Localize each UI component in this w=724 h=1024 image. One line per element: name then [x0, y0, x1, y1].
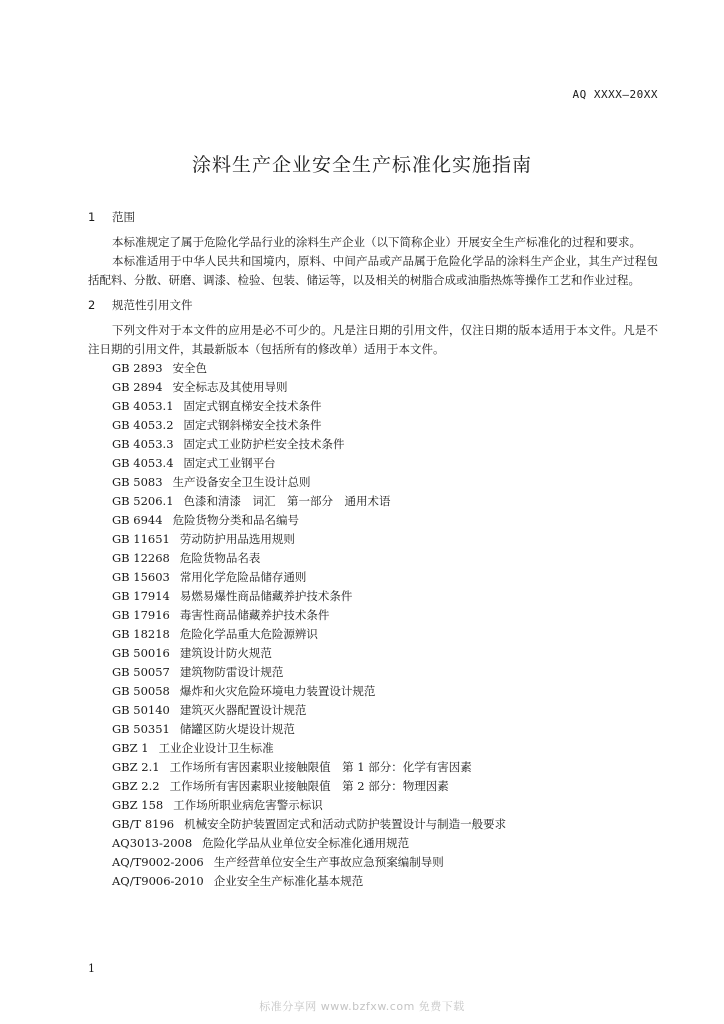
reference-title: 固定式工业防护栏安全技术条件 [183, 437, 345, 451]
reference-title: 劳动防护用品选用规则 [179, 532, 295, 546]
section-title: 规范性引用文件 [112, 298, 193, 312]
reference-item [112, 416, 658, 435]
reference-item [112, 720, 658, 739]
reference-code: GB 5206.1 [112, 494, 174, 508]
reference-title: 固定式钢直梯安全技术条件 [183, 399, 322, 413]
reference-title: 工作场所有害因素职业接触限值 第 1 部分：化学有害因素 [169, 760, 472, 774]
reference-title: 机械安全防护装置固定式和活动式防护装置设计与制造一般要求 [184, 817, 507, 831]
reference-code: GBZ 2.2 [112, 779, 160, 793]
reference-code: GB 6944 [112, 513, 163, 527]
section-number: 2 [88, 298, 96, 312]
reference-title: 工作场所有害因素职业接触限值 第 2 部分：物理因素 [169, 779, 449, 793]
section-title: 范围 [112, 210, 135, 224]
reference-code: AQ3013-2008 [112, 836, 193, 850]
document-title: 涂料生产企业安全生产标准化实施指南 [191, 154, 532, 176]
reference-title: 危险货物品名表 [179, 551, 261, 565]
reference-title: 易燃易爆性商品储藏养护技术条件 [179, 589, 353, 603]
reference-item [112, 397, 658, 416]
reference-code: GB 11651 [112, 532, 170, 546]
reference-item [112, 549, 658, 568]
reference-item [112, 777, 658, 796]
reference-item [112, 834, 658, 853]
reference-item [112, 454, 658, 473]
reference-title: 固定式钢斜梯安全技术条件 [183, 418, 322, 432]
reference-title: 工作场所职业病危害警示标识 [173, 798, 323, 812]
reference-title: 企业安全生产标准化基本规范 [213, 874, 364, 888]
reference-title: 建筑设计防火规范 [179, 646, 272, 660]
section-normative-references [88, 296, 658, 891]
reference-code: GBZ 2.1 [112, 760, 160, 774]
section-scope [88, 208, 658, 290]
paragraph: 本标准规定了属于危险化学品行业的涂料生产企业（以下简称企业）开展安全生产标准化的过程和要求。 [112, 235, 641, 249]
reference-code: GB 18218 [112, 627, 170, 641]
reference-code: GB 4053.4 [112, 456, 174, 470]
reference-item [112, 378, 658, 397]
reference-code: AQ/T9006-2010 [112, 874, 204, 888]
reference-code: GB 50351 [112, 722, 170, 736]
reference-title: 常用化学危险品储存通则 [179, 570, 307, 584]
reference-code: GB 4053.3 [112, 437, 174, 451]
reference-item [112, 682, 658, 701]
reference-title: 建筑物防雷设计规范 [179, 665, 284, 679]
reference-item [112, 644, 658, 663]
reference-title: 危险化学品重大危险源辨识 [179, 627, 318, 641]
reference-item [112, 758, 658, 777]
reference-item [112, 568, 658, 587]
reference-item [112, 625, 658, 644]
reference-item [112, 473, 658, 492]
reference-item [112, 511, 658, 530]
reference-title: 生产经营单位安全生产事故应急预案编制导则 [213, 855, 444, 869]
section-heading [88, 296, 658, 315]
page-number: 1 [88, 962, 95, 975]
reference-item [112, 359, 658, 378]
reference-item [112, 606, 658, 625]
reference-code: GB 50016 [112, 646, 170, 660]
reference-code: GB 12268 [112, 551, 170, 565]
reference-code: GB 15603 [112, 570, 170, 584]
reference-item [112, 701, 658, 720]
reference-title: 毒害性商品储藏养护技术条件 [179, 608, 330, 622]
section-number: 1 [88, 210, 96, 224]
reference-item [112, 815, 658, 834]
reference-title: 色漆和清漆 词汇 第一部分 通用术语 [183, 494, 391, 508]
reference-title: 安全标志及其使用导则 [172, 380, 288, 394]
reference-item [112, 587, 658, 606]
reference-title: 生产设备安全卫生设计总则 [172, 475, 311, 489]
reference-code: GB 4053.2 [112, 418, 174, 432]
reference-title: 储罐区防火堤设计规范 [179, 722, 295, 736]
reference-title: 爆炸和火灾危险环境电力装置设计规范 [179, 684, 376, 698]
reference-item [112, 796, 658, 815]
reference-code: GB 17916 [112, 608, 170, 622]
paragraph: 本标准适用于中华人民共和国境内，原料、中间产品或产品属于危险化学品的涂料生产企业，其生产过程包括配料、分散、研磨、调漆、检验、包装、储运等，以及相关的树脂合成或油脂热炼等操作工艺和作业过程。 [88, 254, 658, 287]
reference-code: GB 5083 [112, 475, 163, 489]
reference-item [112, 530, 658, 549]
reference-title: 工业企业设计卫生标准 [158, 741, 274, 755]
watermark: 标准分享网 www.bzfxw.com 免费下载 [259, 1000, 465, 1013]
section-heading [88, 208, 658, 227]
reference-item [112, 435, 658, 454]
reference-code: GBZ 1 [112, 741, 149, 755]
reference-code: GB/T 8196 [112, 817, 175, 831]
reference-title: 危险货物分类和品名编号 [172, 513, 300, 527]
reference-code: AQ/T9002-2006 [112, 855, 204, 869]
reference-code: GB 50058 [112, 684, 170, 698]
reference-code: GB 50057 [112, 665, 170, 679]
document-code: AQ XXXX—20XX [572, 88, 658, 101]
reference-list [88, 359, 658, 891]
reference-title: 固定式工业钢平台 [183, 456, 276, 470]
reference-code: GB 2894 [112, 380, 163, 394]
reference-item [112, 663, 658, 682]
reference-item [112, 853, 658, 872]
reference-code: GB 2893 [112, 361, 163, 375]
reference-code: GB 17914 [112, 589, 170, 603]
document-body [88, 208, 658, 891]
reference-code: GB 4053.1 [112, 399, 174, 413]
reference-code: GBZ 158 [112, 798, 164, 812]
paragraph: 下列文件对于本文件的应用是必不可少的。凡是注日期的引用文件，仅注日期的版本适用于本文件。凡是不注日期的引用文件，其最新版本（包括所有的修改单）适用于本文件。 [88, 323, 658, 356]
reference-item [112, 872, 658, 891]
reference-title: 建筑灭火器配置设计规范 [179, 703, 307, 717]
reference-item [112, 739, 658, 758]
reference-code: GB 50140 [112, 703, 170, 717]
reference-title: 危险化学品从业单位安全标准化通用规范 [202, 836, 410, 850]
reference-item [112, 492, 658, 511]
reference-title: 安全色 [172, 361, 208, 375]
